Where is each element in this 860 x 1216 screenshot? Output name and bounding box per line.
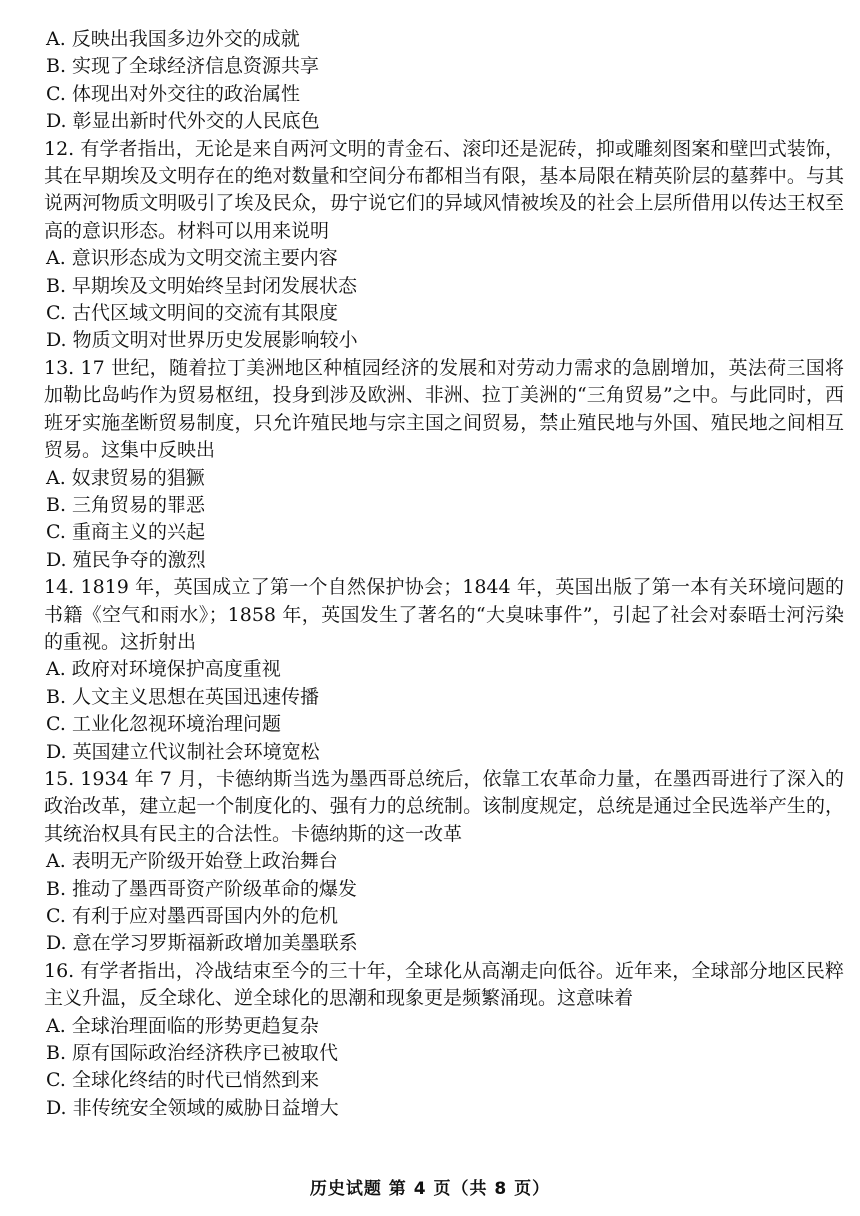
option-d: D. 非传统安全领域的威胁日益增大 — [46, 1096, 339, 1119]
option-d: D. 彰显出新时代外交的人民底色 — [46, 110, 320, 133]
option-d: D. 英国建立代议制社会环境宽松 — [46, 740, 320, 763]
option-b: B. 早期埃及文明始终呈封闭发展状态 — [46, 274, 358, 297]
option-a: A. 奴隶贸易的猖獗 — [46, 466, 205, 489]
question-stem: 13. 17 世纪，随着拉丁美洲地区种植园经济的发展和对劳动力需求的急剧增加，英法荷三国将加勒比岛屿作为贸易枢纽，投身到涉及欧洲、非洲、拉丁美洲的“三角贸易”之中。与此同时，西班牙实施垄断贸易制度，只允许殖民地与宗主国之间贸易，禁止殖民地与外国、殖民地之间相互贸易。这集中反映出 — [44, 356, 844, 462]
option-d: D. 意在学习罗斯福新政增加美墨联系 — [46, 932, 358, 955]
option-b: B. 原有国际政治经济秩序已被取代 — [46, 1042, 339, 1065]
question-14 — [44, 574, 844, 766]
question-stem: 12. 有学者指出，无论是来自两河文明的青金石、滚印还是泥砖，抑或雕刻图案和壁凹式装饰，其在早期埃及文明存在的绝对数量和空间分布都相当有限，基本局限在精英阶层的墓葬中。与其说两河物质文明吸引了埃及民众，毋宁说它们的异域风情被埃及的社会上层所借用以传达王权至高的意识形态。材料可以用来说明 — [44, 137, 844, 242]
question-12 — [44, 136, 844, 355]
question-stem: 16. 有学者指出，冷战结束至今的三十年，全球化从高潮走向低谷。近年来，全球部分地区民粹主义升温，反全球化、逆全球化的思潮和现象更是频繁涌现。这意味着 — [44, 959, 844, 1010]
question-13 — [44, 355, 844, 574]
question-stem: 14. 1819 年，英国成立了第一个自然保护协会；1844 年，英国出版了第一本有关环境问题的书籍《空气和雨水》；1858 年，英国发生了著名的“大臭味事件”，引起了社会对泰晤士河污染的重视。这折射出 — [44, 576, 844, 653]
option-c: C. 重商主义的兴起 — [46, 521, 205, 544]
option-c: C. 古代区域文明间的交流有其限度 — [46, 302, 338, 325]
option-d: D. 物质文明对世界历史发展影响较小 — [46, 329, 358, 352]
option-c: C. 工业化忽视环境治理问题 — [46, 713, 281, 736]
option-c: C. 体现出对外交往的政治属性 — [46, 82, 300, 105]
option-b: B. 推动了墨西哥资产阶级革命的爆发 — [46, 877, 358, 900]
option-b: B. 三角贸易的罪恶 — [46, 493, 206, 516]
option-a: A. 全球治理面临的形势更趋复杂 — [46, 1014, 319, 1037]
option-a: A. 反映出我国多边外交的成就 — [46, 28, 300, 50]
option-b: B. 实现了全球经济信息资源共享 — [46, 55, 320, 78]
option-a: A. 政府对环境保护高度重视 — [46, 658, 281, 681]
question-11-options — [44, 26, 844, 136]
option-c: C. 有利于应对墨西哥国内外的危机 — [46, 905, 338, 927]
question-list — [44, 26, 844, 1122]
question-stem: 15. 1934 年 7 月，卡德纳斯当选为墨西哥总统后，依靠工农革命力量，在墨西哥进行了深入的政治改革，建立起一个制度化的、强有力的总统制。该制度规定，总统是通过全民选举产生的，其统治权具有民主的合法性。卡德纳斯的这一改革 — [44, 767, 844, 845]
option-a: A. 意识形态成为文明交流主要内容 — [46, 247, 338, 270]
option-b: B. 人文主义思想在英国迅速传播 — [46, 685, 320, 708]
question-16 — [44, 958, 844, 1122]
page-footer: 历史试题 第 4 页（共 8 页） — [309, 1179, 551, 1199]
option-c: C. 全球化终结的时代已悄然到来 — [46, 1069, 319, 1092]
option-d: D. 殖民争夺的激烈 — [46, 548, 206, 571]
option-a: A. 表明无产阶级开始登上政治舞台 — [46, 850, 338, 873]
question-15 — [44, 766, 844, 958]
